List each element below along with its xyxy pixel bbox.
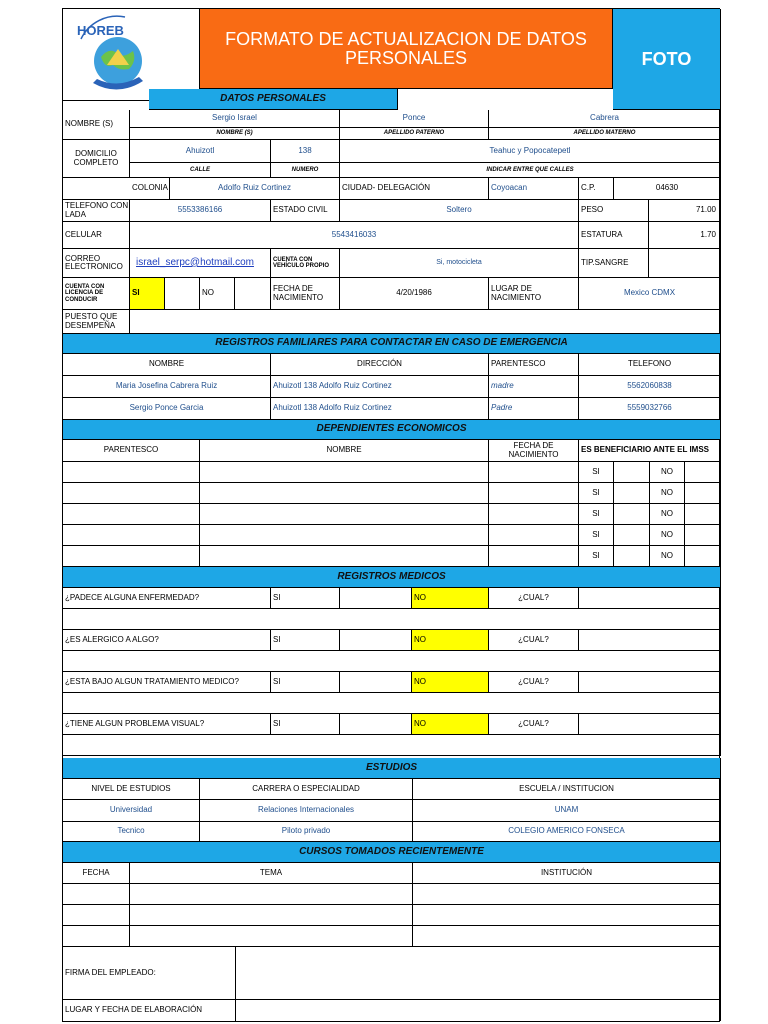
nombre-label: NOMBRE (S) — [63, 110, 130, 140]
licencia-label: CUENTA CON LICENCIA DE CONDUCIR — [63, 278, 130, 310]
emergencia-header-telefono: TELEFONO — [579, 354, 721, 376]
colonia-spacer — [63, 178, 130, 200]
calle-sub: CALLE — [130, 163, 271, 178]
section-medicos: REGISTROS MEDICOS — [63, 567, 721, 588]
nombres-value[interactable]: Sergio Israel — [130, 110, 340, 128]
estudios-carrera[interactable]: Piloto privado — [200, 822, 413, 842]
licencia-no[interactable]: NO — [200, 278, 235, 310]
section-cursos: CURSOS TOMADOS RECIENTEMENTE — [63, 842, 721, 863]
medico-no[interactable]: NO — [412, 714, 489, 735]
section-datos-personales: DATOS PERSONALES — [149, 89, 398, 110]
dependiente-nombre[interactable] — [200, 546, 489, 567]
nombre-sub: NOMBRE (S) — [130, 128, 340, 140]
lugar-fecha-label: LUGAR Y FECHA DE ELABORACIÓN — [63, 1000, 236, 1021]
dependiente-parentesco[interactable] — [63, 504, 200, 525]
dependiente-si-box[interactable] — [614, 525, 650, 546]
estudios-carrera[interactable]: Relaciones Internacionales — [200, 800, 413, 822]
dependiente-no[interactable]: NO — [650, 462, 685, 483]
medico-pregunta: ¿ES ALERGICO A ALGO? — [63, 630, 271, 651]
apellido-paterno-value[interactable]: Ponce — [340, 110, 489, 128]
telefono-value[interactable]: 5553386166 — [130, 200, 271, 222]
fecha-nac-value[interactable]: 4/20/1986 — [340, 278, 489, 310]
lugar-fecha-field[interactable] — [236, 1000, 721, 1021]
celular-label: CELULAR — [63, 222, 130, 249]
estatura-value[interactable]: 1.70 — [649, 222, 721, 249]
estudios-nivel[interactable]: Universidad — [63, 800, 200, 822]
dependiente-si-box[interactable] — [614, 462, 650, 483]
emergencia-nombre[interactable]: Maria Josefina Cabrera Ruiz — [63, 376, 271, 398]
curso-institucion[interactable] — [413, 926, 721, 947]
photo-box[interactable]: FOTO — [613, 9, 721, 110]
numero-value[interactable]: 138 — [271, 140, 340, 163]
estudios-escuela[interactable]: COLEGIO AMERICO FONSECA — [413, 822, 721, 842]
calle-value[interactable]: Ahuizotl — [130, 140, 271, 163]
correo-value[interactable]: israel_serpc@hotmail.com — [130, 249, 271, 278]
paterno-sub: APELLIDO PATERNO — [340, 128, 489, 140]
dependiente-no-box[interactable] — [685, 504, 721, 525]
puesto-label: PUESTO QUE DESEMPEÑA — [63, 310, 130, 334]
medico-si-box[interactable] — [340, 630, 412, 651]
fecha-nac-label: FECHA DE NACIMIENTO — [271, 278, 340, 310]
emergencia-telefono[interactable]: 5562060838 — [579, 376, 721, 398]
celular-value[interactable]: 5543416033 — [130, 222, 579, 249]
curso-fecha[interactable] — [63, 926, 130, 947]
medico-cual-field[interactable] — [579, 630, 721, 651]
estudios-header-nivel: NIVEL DE ESTUDIOS — [63, 779, 200, 800]
sangre-value[interactable] — [649, 249, 721, 278]
peso-value[interactable]: 71.00 — [649, 200, 721, 222]
licencia-no-box[interactable] — [235, 278, 271, 310]
logo-text: HOREB — [77, 23, 124, 38]
cursos-header-fecha: FECHA — [63, 863, 130, 884]
dependiente-si-box[interactable] — [614, 546, 650, 567]
domicilio-label: DOMICILIO COMPLETO — [63, 140, 130, 178]
medico-si[interactable]: SI — [271, 630, 340, 651]
peso-label: PESO — [579, 200, 649, 222]
licencia-si[interactable]: SI — [130, 278, 165, 310]
cursos-header-institucion: INSTITUCIÓN — [413, 863, 721, 884]
curso-fecha[interactable] — [63, 884, 130, 905]
lugar-nac-label: LUGAR DE NACIMIENTO — [489, 278, 579, 310]
dependiente-si[interactable]: SI — [579, 546, 614, 567]
emergencia-telefono[interactable]: 5559032766 — [579, 398, 721, 420]
medico-cual-label: ¿CUAL? — [489, 672, 579, 693]
licencia-si-box[interactable] — [165, 278, 200, 310]
dependiente-no-box[interactable] — [685, 525, 721, 546]
medico-cual-label: ¿CUAL? — [489, 588, 579, 609]
cursos-header-tema: TEMA — [130, 863, 413, 884]
estudios-header-carrera: CARRERA O ESPECIALIDAD — [200, 779, 413, 800]
medico-cual-field[interactable] — [579, 714, 721, 735]
emergencia-header-nombre: NOMBRE — [63, 354, 271, 376]
ciudad-label: CIUDAD- DELEGACIÓN — [340, 178, 489, 200]
curso-fecha[interactable] — [63, 905, 130, 926]
dependiente-fecha[interactable] — [489, 525, 579, 546]
medico-no[interactable]: NO — [412, 672, 489, 693]
dependientes-header-fecha: FECHA DE NACIMIENTO — [489, 440, 579, 462]
horeb-logo — [63, 9, 200, 101]
estado-civil-value[interactable]: Soltero — [340, 200, 579, 222]
emergencia-header-parentesco: PARENTESCO — [489, 354, 579, 376]
medico-cual-field[interactable] — [579, 672, 721, 693]
emergencia-direccion[interactable]: Ahuizotl 138 Adolfo Ruiz Cortinez — [271, 376, 489, 398]
form-title: FORMATO DE ACTUALIZACION DE DATOS PERSONALES — [200, 9, 613, 89]
medico-cual-label: ¿CUAL? — [489, 714, 579, 735]
dependiente-fecha[interactable] — [489, 546, 579, 567]
dependiente-no[interactable]: NO — [650, 483, 685, 504]
medico-si-box[interactable] — [340, 672, 412, 693]
curso-tema[interactable] — [130, 905, 413, 926]
medico-detalle[interactable] — [63, 609, 721, 630]
curso-tema[interactable] — [130, 884, 413, 905]
dependiente-nombre[interactable] — [200, 483, 489, 504]
estado-civil-label: ESTADO CIVIL — [271, 200, 340, 222]
lugar-nac-value[interactable]: Mexico CDMX — [579, 278, 721, 310]
estudios-header-escuela: ESCUELA / INSTITUCION — [413, 779, 721, 800]
dependiente-nombre[interactable] — [200, 525, 489, 546]
medico-pregunta: ¿PADECE ALGUNA ENFERMEDAD? — [63, 588, 271, 609]
section-estudios: ESTUDIOS — [63, 758, 721, 779]
medico-detalle[interactable] — [63, 693, 721, 714]
emergencia-parentesco[interactable]: Padre — [489, 398, 579, 420]
numero-sub: NUMERO — [271, 163, 340, 178]
dependiente-parentesco[interactable] — [63, 546, 200, 567]
estudios-nivel[interactable]: Tecnico — [63, 822, 200, 842]
puesto-value[interactable] — [130, 310, 721, 334]
emergencia-nombre[interactable]: Sergio Ponce Garcia — [63, 398, 271, 420]
dependiente-parentesco[interactable] — [63, 483, 200, 504]
dependiente-si-box[interactable] — [614, 483, 650, 504]
medico-si[interactable]: SI — [271, 588, 340, 609]
globe-icon — [63, 9, 199, 100]
medico-no[interactable]: NO — [412, 630, 489, 651]
medico-si-box[interactable] — [340, 588, 412, 609]
emergencia-header-direccion: DIRECCIÓN — [271, 354, 489, 376]
vehiculo-value[interactable]: Si, motocicleta — [340, 249, 579, 278]
dependiente-fecha[interactable] — [489, 504, 579, 525]
medico-pregunta: ¿TIENE ALGUN PROBLEMA VISUAL? — [63, 714, 271, 735]
dependiente-fecha[interactable] — [489, 483, 579, 504]
curso-institucion[interactable] — [413, 884, 721, 905]
ciudad-value[interactable]: Coyoacan — [489, 178, 579, 200]
dependiente-no[interactable]: NO — [650, 546, 685, 567]
telefono-label: TELEFONO CON LADA — [63, 200, 130, 222]
dependiente-si[interactable]: SI — [579, 525, 614, 546]
dependiente-no-box[interactable] — [685, 462, 721, 483]
entre-calles-value[interactable]: Teahuc y Popocatepetl — [340, 140, 721, 163]
dependiente-si-box[interactable] — [614, 504, 650, 525]
personal-data-form — [62, 8, 720, 1022]
cp-label: C.P. — [579, 178, 614, 200]
dependientes-header-imss: ES BENEFICIARIO ANTE EL IMSS — [579, 440, 721, 462]
estudios-escuela[interactable]: UNAM — [413, 800, 721, 822]
materno-sub: APELLIDO MATERNO — [489, 128, 721, 140]
emergencia-direccion[interactable]: Ahuizotl 138 Adolfo Ruiz Cortinez — [271, 398, 489, 420]
firma-field[interactable] — [236, 947, 721, 1000]
medico-cual-label: ¿CUAL? — [489, 630, 579, 651]
medico-si[interactable]: SI — [271, 714, 340, 735]
dependiente-parentesco[interactable] — [63, 462, 200, 483]
dependientes-header-parentesco: PARENTESCO — [63, 440, 200, 462]
medico-pregunta: ¿ESTA BAJO ALGUN TRATAMIENTO MEDICO? — [63, 672, 271, 693]
dependiente-si[interactable]: SI — [579, 483, 614, 504]
dependiente-nombre[interactable] — [200, 462, 489, 483]
apellido-materno-value[interactable]: Cabrera — [489, 110, 721, 128]
dependiente-fecha[interactable] — [489, 462, 579, 483]
curso-institucion[interactable] — [413, 905, 721, 926]
section-emergencia: REGISTROS FAMILIARES PARA CONTACTAR EN CASO DE EMERGENCIA — [63, 334, 721, 354]
dependiente-no-box[interactable] — [685, 483, 721, 504]
firma-label: FIRMA DEL EMPLEADO: — [63, 947, 236, 1000]
dependiente-no[interactable]: NO — [650, 504, 685, 525]
dependiente-no-box[interactable] — [685, 546, 721, 567]
medico-detalle[interactable] — [63, 651, 721, 672]
dependiente-parentesco[interactable] — [63, 525, 200, 546]
correo-label: CORREO ELECTRONICO — [63, 249, 130, 278]
medico-no[interactable]: NO — [412, 588, 489, 609]
curso-tema[interactable] — [130, 926, 413, 947]
dependientes-header-nombre: NOMBRE — [200, 440, 489, 462]
cp-value[interactable]: 04630 — [614, 178, 721, 200]
dependiente-no[interactable]: NO — [650, 525, 685, 546]
sangre-label: TIP.SANGRE — [579, 249, 649, 278]
medico-si[interactable]: SI — [271, 672, 340, 693]
entre-sub: INDICAR ENTRE QUE CALLES — [340, 163, 721, 178]
medico-detalle[interactable] — [63, 735, 721, 756]
emergencia-parentesco[interactable]: madre — [489, 376, 579, 398]
dependiente-nombre[interactable] — [200, 504, 489, 525]
colonia-value[interactable]: Adolfo Ruiz Cortinez — [170, 178, 340, 200]
colonia-label: COLONIA — [130, 178, 170, 200]
dependiente-si[interactable]: SI — [579, 462, 614, 483]
medico-si-box[interactable] — [340, 714, 412, 735]
medico-cual-field[interactable] — [579, 588, 721, 609]
vehiculo-label: CUENTA CON VEHÍCULO PROPIO — [271, 249, 340, 278]
dependiente-si[interactable]: SI — [579, 504, 614, 525]
section-dependientes: DEPENDIENTES ECONOMICOS — [63, 420, 721, 440]
estatura-label: ESTATURA — [579, 222, 649, 249]
